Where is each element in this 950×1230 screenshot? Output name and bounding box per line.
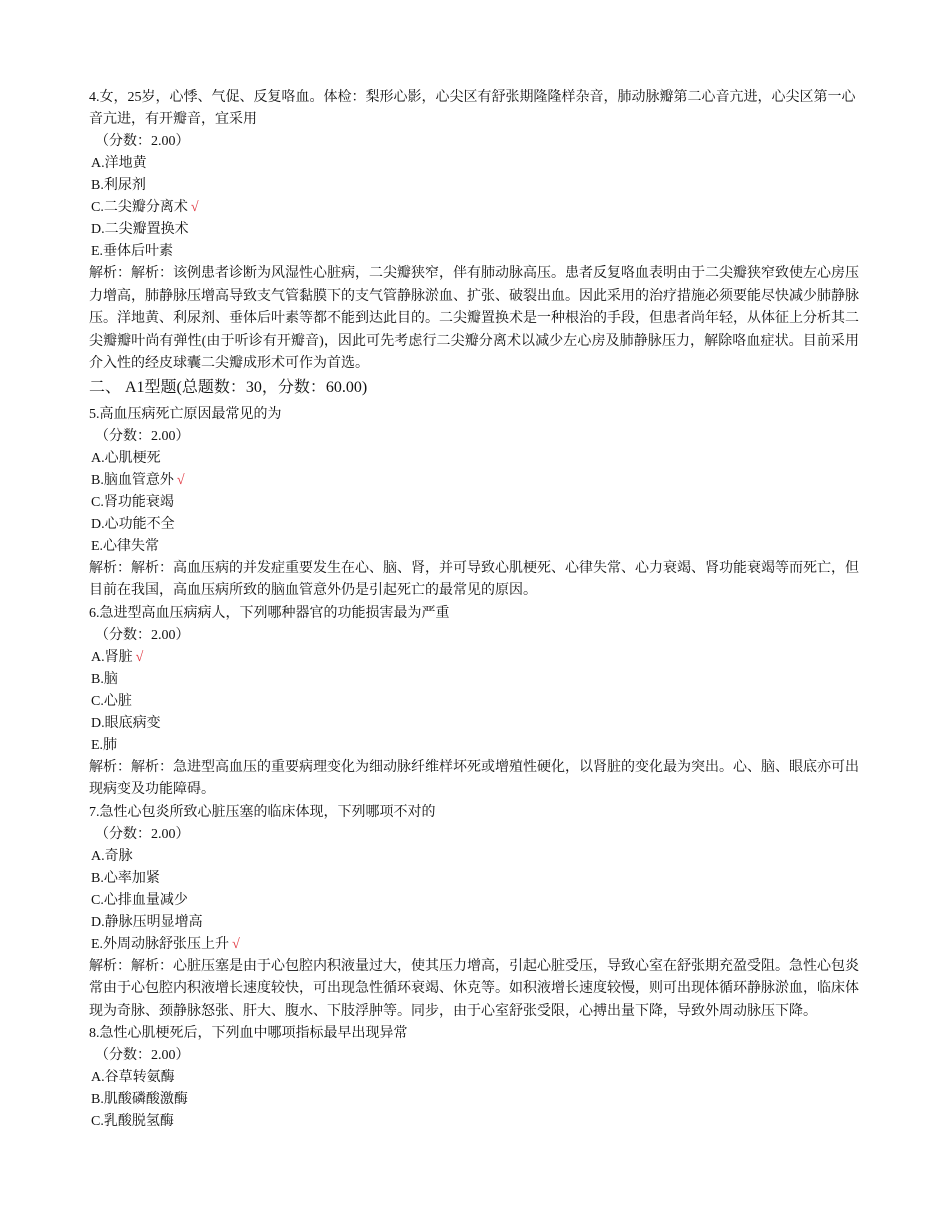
analysis-text: 解析：解析：心脏压塞是由于心包腔内积液量过大，使其压力增高，引起心脏受压，导致心室在舒张期充盈受阻。急性心包炎常由于心包腔内积液增长速度较快，可出现急性循环衰竭、休克等。如积液增长速度较慢，则可出现体循环静脉淤血，临床体现为奇脉、颈静脉怒张、肝大、腹水、下肢浮肿等。同步，由于心室舒张受限，心搏出量下降，导致外周动脉压下降。 bbox=[89, 958, 859, 1019]
option-c bbox=[89, 197, 859, 219]
option-b: B.心率加紧 bbox=[91, 870, 160, 886]
option-c: C.乳酸脱氢酶 bbox=[91, 1114, 174, 1129]
document-page bbox=[89, 87, 859, 1133]
option-d: D.眼底病变 bbox=[91, 715, 161, 731]
question-score: （分数：2.00） bbox=[95, 826, 190, 842]
option-c: C.心脏 bbox=[91, 693, 132, 709]
option-text: E.外周动脉舒张压上升 bbox=[91, 936, 230, 952]
question-score: （分数：2.00） bbox=[95, 134, 190, 149]
question-5 bbox=[89, 404, 859, 603]
section-heading: 二、 A1型题(总题数：30，分数：60.00) bbox=[89, 378, 368, 396]
option-text: A.肾脏 bbox=[91, 649, 133, 665]
question-stem: 7.急性心包炎所致心脏压塞的临床体现，下列哪项不对的 bbox=[89, 804, 436, 820]
option-text: C.二尖瓣分离术 bbox=[91, 200, 188, 215]
option-b: B.利尿剂 bbox=[91, 178, 146, 193]
option-e: E.心律失常 bbox=[91, 538, 160, 554]
question-8 bbox=[89, 1023, 859, 1133]
correct-check-icon: √ bbox=[232, 936, 240, 952]
option-e: E.肺 bbox=[91, 737, 118, 753]
question-7 bbox=[89, 802, 859, 1024]
correct-check-icon: √ bbox=[135, 649, 144, 665]
option-e: E.垂体后叶素 bbox=[91, 244, 174, 259]
option-a: A.奇脉 bbox=[91, 848, 133, 864]
correct-check-icon: √ bbox=[190, 200, 199, 215]
option-c: C.肾功能衰竭 bbox=[91, 494, 174, 510]
question-6 bbox=[89, 603, 859, 802]
question-stem: 4.女，25岁，心悸、气促、反复咯血。体检：梨形心影，心尖区有舒张期隆隆样杂音，肺动脉瓣第二心音亢进，心尖区第一心 bbox=[89, 90, 856, 105]
option-a: A.洋地黄 bbox=[91, 156, 147, 171]
option-d: D.心功能不全 bbox=[91, 516, 175, 532]
option-a: A.心肌梗死 bbox=[91, 450, 161, 466]
question-4 bbox=[89, 87, 859, 376]
option-b bbox=[89, 470, 859, 492]
option-d: D.静脉压明显增高 bbox=[91, 914, 203, 930]
option-b: B.肌酸磷酸激酶 bbox=[91, 1092, 188, 1107]
option-e bbox=[89, 934, 859, 956]
correct-check-icon: √ bbox=[176, 472, 185, 488]
question-score: （分数：2.00） bbox=[95, 627, 190, 643]
analysis-text: 解析：解析：该例患者诊断为风湿性心脏病，二尖瓣狭窄，伴有肺动脉高压。患者反复咯血表明由于二尖瓣狭窄致使左心房压力增高，肺静脉压增高导致支气管黏膜下的支气管静脉淤血、扩张、破裂出血。因此采用的治疗措施必须要能尽快减少肺静脉压。洋地黄、利尿剂、垂体后叶素等都不能到达此目的。二尖瓣置换术是一种根治的手段，但患者尚年轻，从体征上分析其二尖瓣瓣叶尚有弹性(由于听诊有开瓣音)，因此可先考虑行二尖瓣分离术以减少左心房及肺静脉压力，解除咯血症状。目前采用介入性的经皮球囊二尖瓣成形术可作为首选。 bbox=[89, 266, 859, 371]
option-a bbox=[89, 647, 859, 669]
question-score: （分数：2.00） bbox=[95, 428, 190, 444]
question-stem: 6.急进型高血压病病人，下列哪种器官的功能损害最为严重 bbox=[89, 605, 450, 621]
analysis-text: 解析：解析：急进型高血压的重要病理变化为细动脉纤维样坏死或增殖性硬化，以肾脏的变化最为突出。心、脑、眼底亦可出现病变及功能障碍。 bbox=[89, 759, 859, 797]
option-c: C.心排血量减少 bbox=[91, 892, 188, 908]
option-b: B.脑 bbox=[91, 671, 118, 687]
option-d: D.二尖瓣置换术 bbox=[91, 222, 189, 237]
question-stem: 8.急性心肌梗死后，下列血中哪项指标最早出现异常 bbox=[89, 1026, 408, 1041]
option-text: B.脑血管意外 bbox=[91, 472, 174, 488]
question-score: （分数：2.00） bbox=[95, 1048, 190, 1063]
question-stem-cont: 音亢进，有开瓣音，宜采用 bbox=[89, 112, 257, 127]
question-stem: 5.高血压病死亡原因最常见的为 bbox=[89, 406, 282, 422]
analysis-text: 解析：解析：高血压病的并发症重要发生在心、脑、肾，并可导致心肌梗死、心律失常、心力衰竭、肾功能衰竭等而死亡，但目前在我国，高血压病所致的脑血管意外仍是引起死亡的最常见的原因。 bbox=[89, 560, 859, 598]
option-a: A.谷草转氨酶 bbox=[91, 1070, 175, 1085]
